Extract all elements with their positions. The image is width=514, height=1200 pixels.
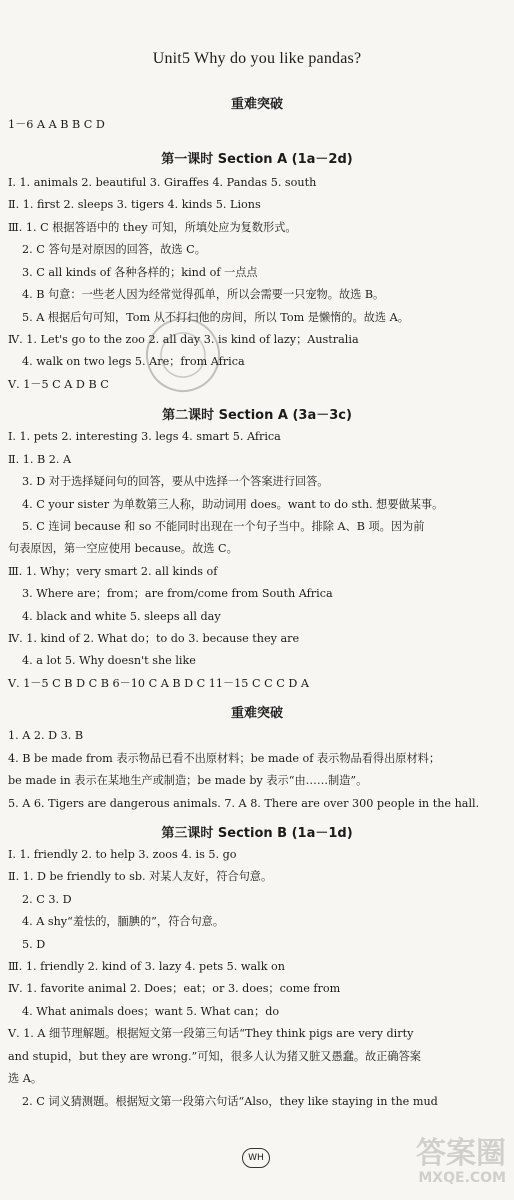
answer-line: Ⅴ. 1－5 C B D C B 6－10 C A B D C 11－15 C C C D A (8, 677, 309, 690)
answer-line: 4. B be made from 表示物品已看不出原材料；be made of 表示物品看得出原材料； (8, 752, 441, 765)
answer-line: Ⅰ. 1. friendly 2. to help 3. zoos 4. is 5. go (8, 848, 237, 861)
answer-line: and stupid，but they are wrong.”可知，很多人认为猪又脏又愚蠢。故正确答案 (8, 1050, 421, 1063)
answer-line: 4. walk on two legs 5. Are；from Africa (22, 355, 245, 368)
answer-line: 4. a lot 5. Why doesn't she like (22, 654, 196, 667)
answer-line: be made in 表示在某地生产或制造；be made by 表示“由……制造”。 (8, 774, 368, 787)
answer-line: 1. A 2. D 3. B (8, 729, 84, 742)
answer-line: Ⅲ. 1. C 根据答语中的 they 可知，所填处应为复数形式。 (8, 221, 297, 234)
answer-line: 2. C 词义猜测题。根据短文第一段第六句话“Also，they like staying in the mud (22, 1095, 438, 1108)
answer-line: 3. D 对于选择疑问句的回答，要从中选择一个答案进行回答。 (22, 475, 329, 488)
answer-line: Ⅰ. 1. animals 2. beautiful 3. Giraffes 4. Pandas 5. south (8, 176, 317, 189)
answer-line: Ⅱ. 1. first 2. sleeps 3. tigers 4. kinds 5. Lions (8, 198, 261, 211)
answer-line: Ⅴ. 1. A 细节理解题。根据短文第一段第三句话“They think pigs are very dirty (8, 1027, 414, 1040)
section-heading: 第一课时 Section A (1a－2d) (161, 152, 353, 167)
section-heading: 第二课时 Section A (3a－3c) (162, 408, 352, 423)
answer-line: Ⅲ. 1. Why；very smart 2. all kinds of (8, 565, 218, 578)
answer-line: 4. black and white 5. sleeps all day (22, 610, 221, 623)
watermark-url: MXQE.COM (418, 1170, 506, 1186)
answer-line: 3. C all kinds of 各种各样的；kind of 一点点 (22, 266, 258, 279)
answer-line: 句表原因，第一空应使用 because。故选 C。 (8, 542, 238, 555)
answer-line: 5. D (22, 938, 46, 951)
answer-line: 1－6 A A B B C D (8, 118, 105, 131)
answer-line: 2. C 3. D (22, 893, 72, 906)
answer-line: 5. C 连词 because 和 so 不能同时出现在一个句子当中。排除 A、B 项。因为前 (22, 520, 425, 533)
answer-line: Ⅳ. 1. favorite animal 2. Does；eat；or 3. does；come from (8, 982, 341, 995)
answer-line: 2. C 答句是对原因的回答，故选 C。 (22, 243, 206, 256)
answer-line: 3. Where are；from；are from/come from South Africa (22, 587, 333, 600)
page-title: Unit5 Why do you like pandas? (152, 50, 362, 67)
section-heading: 重难突破 (230, 97, 283, 112)
site-watermark (386, 1128, 506, 1192)
answer-line: 4. C your sister 为单数第三人称，助动词用 does。want to do sth. 想要做某事。 (22, 498, 444, 511)
answer-line: Ⅱ. 1. D be friendly to sb. 对某人友好，符合句意。 (8, 870, 273, 883)
section-heading: 第三课时 Section B (1a－1d) (161, 826, 353, 841)
watermark-logo-text: 答案圈 (416, 1136, 506, 1171)
answer-line: Ⅲ. 1. friendly 2. kind of 3. lazy 4. pets 5. walk on (8, 960, 285, 973)
answer-line: Ⅳ. 1. kind of 2. What do；to do 3. because they are (8, 632, 300, 645)
answer-line: Ⅰ. 1. pets 2. interesting 3. legs 4. smart 5. Africa (8, 430, 281, 443)
answer-line: Ⅳ. 1. Let's go to the zoo 2. all day 3. is kind of lazy；Australia (8, 333, 359, 346)
answer-line: 5. A 根据后句可知，Tom 从不打扫他的房间，所以 Tom 是懒惰的。故选 A。 (22, 311, 409, 324)
answer-line: Ⅴ. 1－5 C A D B C (8, 378, 109, 391)
answer-line: 4. A shy“羞怯的，腼腆的”，符合句意。 (22, 915, 225, 928)
answer-line: 4. What animals does；want 5. What can；do (22, 1005, 280, 1018)
answer-line: 4. B 句意：一些老人因为经常觉得孤单，所以会需要一只宠物。故选 B。 (22, 288, 385, 301)
answer-line: 选 A。 (8, 1072, 43, 1085)
section-heading: 重难突破 (230, 706, 283, 721)
answer-line: 5. A 6. Tigers are dangerous animals. 7. A 8. There are over 300 people in the hall. (8, 797, 480, 810)
page-number-badge: WH (242, 1148, 270, 1168)
answer-line: Ⅱ. 1. B 2. A (8, 453, 72, 466)
